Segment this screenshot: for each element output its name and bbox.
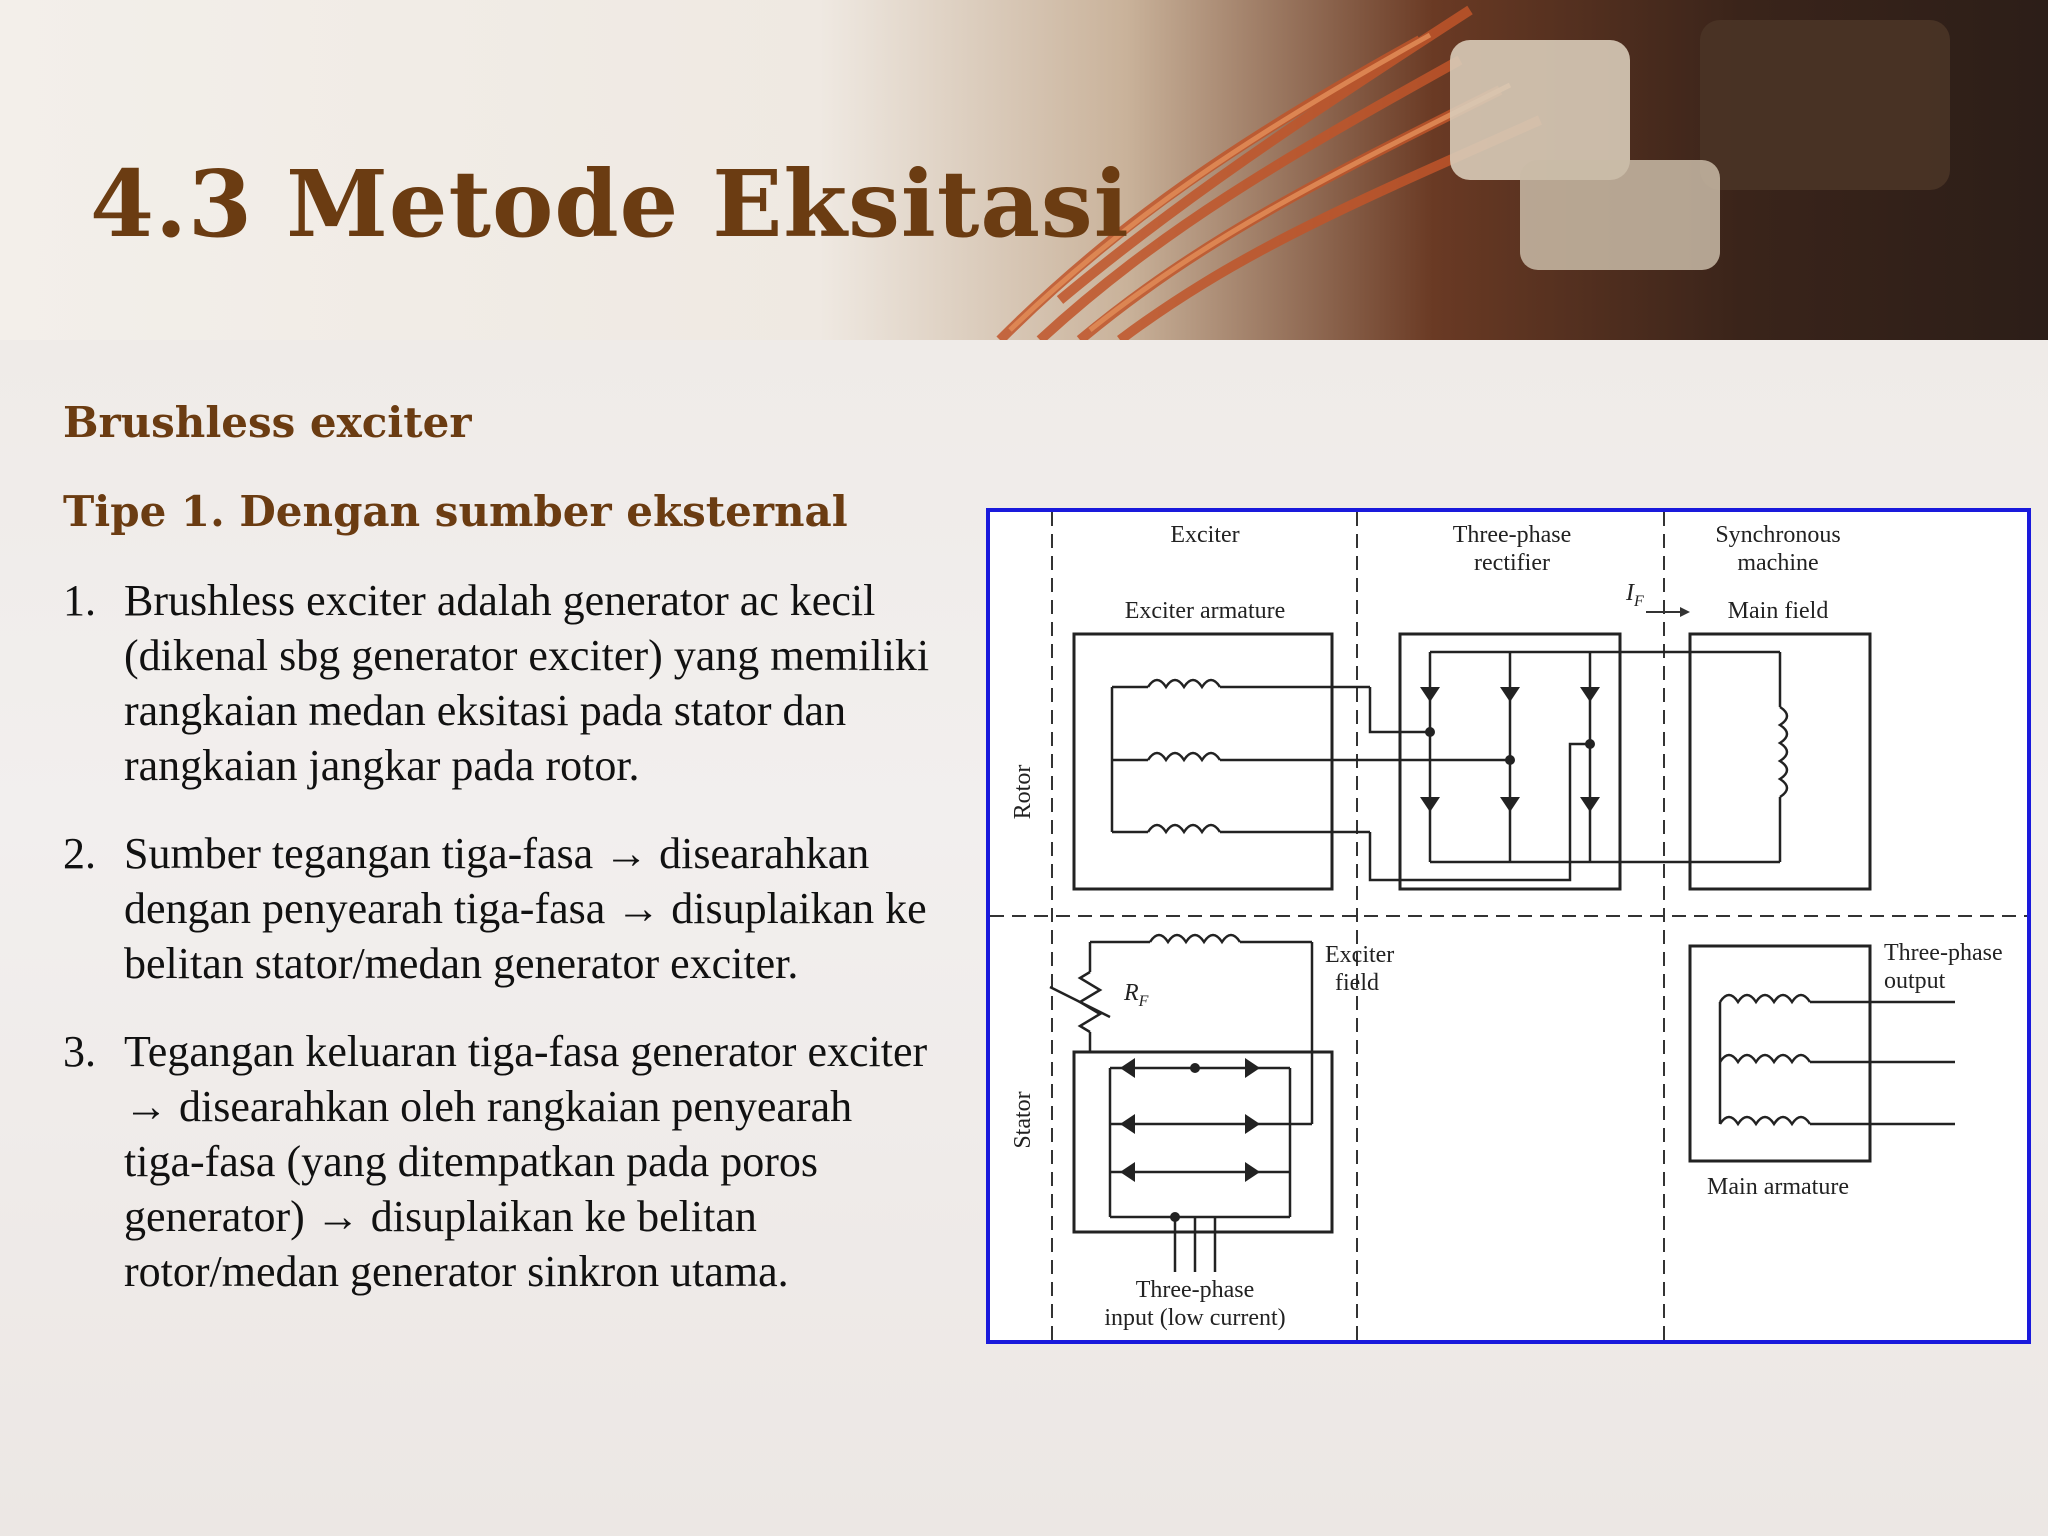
rotor-label: Rotor [1010, 764, 1036, 820]
main-armature-coils [1720, 995, 1955, 1124]
item-text: Sumber tegangan tiga-fasa → disearahkan dengan penyearah tiga-fasa → disuplaikan ke belitan stator/medan generator exciter. [124, 829, 927, 988]
main-armature-label: Main armature [1707, 1174, 1849, 1200]
exciter-field-circuit [1050, 935, 1312, 1124]
exciter-armature-label: Exciter armature [1124, 598, 1286, 624]
rf-label: $R_F$ [1124, 980, 1149, 1010]
rectifier-label-2: rectifier [1474, 550, 1550, 576]
item-text: Brushless exciter adalah generator ac kecil (dikenal sbg generator exciter) yang memiliki rangkaian medan eksitasi pada stator dan rangkaian jangkar pada rotor. [124, 576, 930, 790]
main-field-label: Main field [1727, 598, 1829, 624]
main-armature-box [1690, 946, 1870, 1161]
slide-title: 4.3 Metode Eksitasi [90, 150, 1130, 258]
stator-diode-symbols [1120, 1058, 1260, 1222]
main-field-coil [1690, 652, 1787, 862]
rectifier-label-1: Three-phase [1452, 522, 1572, 548]
sync-label-1: Synchronous [1715, 522, 1841, 548]
exciter-label: Exciter [1170, 522, 1240, 548]
stator-rectifier-box [1074, 1052, 1332, 1232]
sync-label-2: machine [1737, 550, 1819, 576]
list-item [63, 1024, 943, 1299]
output-label-2: output [1884, 968, 1946, 994]
bullet-list [63, 573, 943, 1332]
stator-rectifier-wiring [1110, 1068, 1312, 1272]
exciter-field-label-2: field [1335, 970, 1379, 996]
exciter-field-label-1: Exciter [1325, 942, 1395, 968]
item-number: 2. [63, 829, 96, 878]
section-heading: Brushless exciter [63, 398, 472, 447]
if-arrow-head [1680, 607, 1690, 617]
list-item [63, 573, 943, 793]
input-label-1: Three-phase [1135, 1277, 1255, 1303]
item-text: Tegangan keluaran tiga-fasa generator exciter → disearahkan oleh rangkaian penyearah tiga-fasa (yang ditempatkan pada poros generator) → disuplaikan ke belitan rotor/medan generator sinkron utama. [124, 1027, 928, 1296]
item-number: 1. [63, 576, 96, 625]
input-label-2: input (low current) [1104, 1305, 1286, 1331]
item-number: 3. [63, 1027, 96, 1076]
subsection-heading: Tipe 1. Dengan sumber eksternal [63, 487, 848, 536]
stator-label: Stator [1010, 1091, 1036, 1149]
if-label: $I_F$ [1626, 580, 1644, 610]
brushless-exciter-diagram [986, 508, 2031, 1344]
header-banner [0, 0, 2048, 340]
output-label-1: Three-phase [1884, 940, 2003, 966]
rectifier-bridge [1370, 652, 1690, 880]
list-item [63, 826, 943, 991]
